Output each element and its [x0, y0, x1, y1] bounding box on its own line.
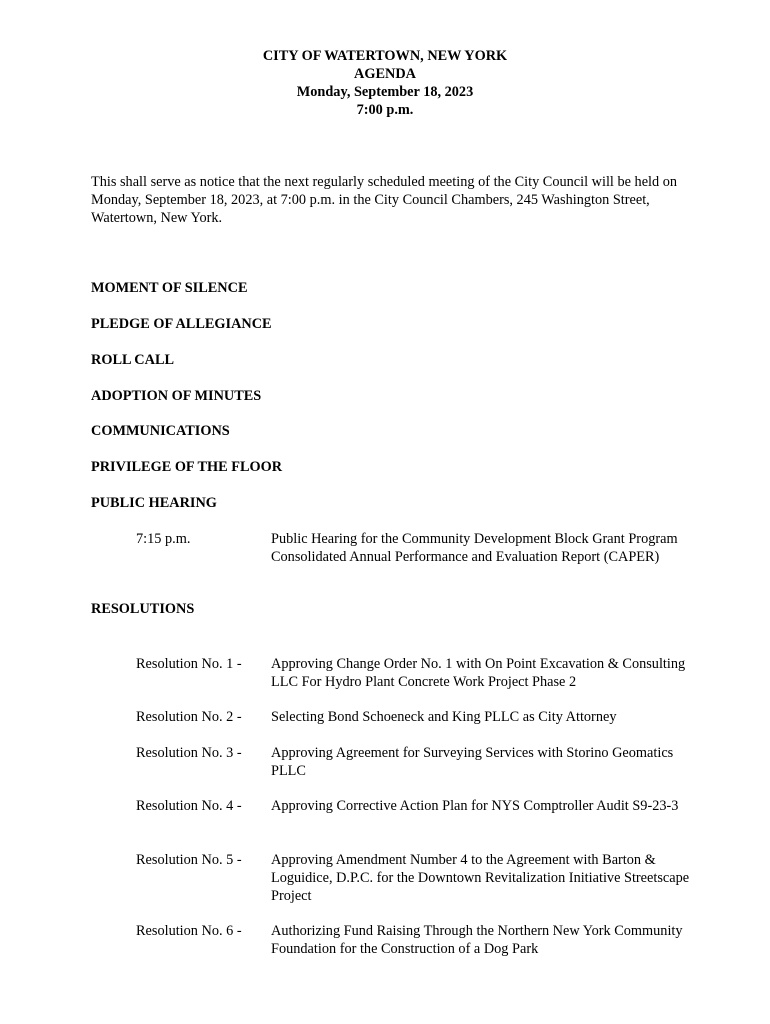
resolution-label: Resolution No. 4 - — [136, 798, 242, 814]
meeting-time: 7:00 p.m. — [356, 102, 414, 118]
agenda-header — [0, 47, 770, 119]
resolution-label: Resolution No. 2 - — [136, 709, 242, 725]
resolution-label: Resolution No. 1 - — [136, 656, 242, 672]
resolution-label: Resolution No. 6 - — [136, 923, 242, 939]
meeting-notice: This shall serve as notice that the next regularly scheduled meeting of the City Council will be held on Monday, September 18, 2023, at 7:00 p.m. in the City Council Chambers, 245 Washington Street, Watertown, New York. — [91, 174, 678, 226]
public-hearing-description: Public Hearing for the Community Development Block Grant Program Consolidated Annual Performance and Evaluation Report (CAPER) — [271, 531, 678, 565]
section-moment-of-silence: MOMENT OF SILENCE — [91, 280, 248, 296]
resolution-label: Resolution No. 3 - — [136, 745, 242, 761]
section-roll-call: ROLL CALL — [91, 352, 175, 368]
section-adoption-of-minutes: ADOPTION OF MINUTES — [91, 388, 262, 404]
section-communications: COMMUNICATIONS — [91, 423, 230, 439]
section-resolutions: RESOLUTIONS — [91, 601, 195, 617]
section-privilege-of-floor: PRIVILEGE OF THE FLOOR — [91, 459, 283, 475]
city-title: CITY OF WATERTOWN, NEW YORK — [262, 48, 508, 64]
resolution-description: Approving Amendment Number 4 to the Agreement with Barton & Loguidice, D.P.C. for the Downtown Revitalization Initiative Streetscape Project — [271, 852, 690, 904]
section-pledge: PLEDGE OF ALLEGIANCE — [91, 316, 272, 332]
resolution-description: Selecting Bond Schoeneck and King PLLC as City Attorney — [271, 709, 617, 725]
resolution-label: Resolution No. 5 - — [136, 852, 242, 868]
meeting-date: Monday, September 18, 2023 — [296, 84, 474, 100]
public-hearing-time: 7:15 p.m. — [136, 531, 191, 547]
resolution-description: Authorizing Fund Raising Through the Northern New York Community Foundation for the Construction of a Dog Park — [271, 923, 683, 957]
resolution-description: Approving Corrective Action Plan for NYS Comptroller Audit S9-23-3 — [271, 798, 679, 814]
section-public-hearing: PUBLIC HEARING — [91, 495, 217, 511]
agenda-title: AGENDA — [354, 66, 416, 82]
resolution-description: Approving Agreement for Surveying Services with Storino Geomatics PLLC — [271, 745, 674, 779]
resolution-description: Approving Change Order No. 1 with On Point Excavation & Consulting LLC For Hydro Plant Concrete Work Project Phase 2 — [271, 656, 686, 690]
